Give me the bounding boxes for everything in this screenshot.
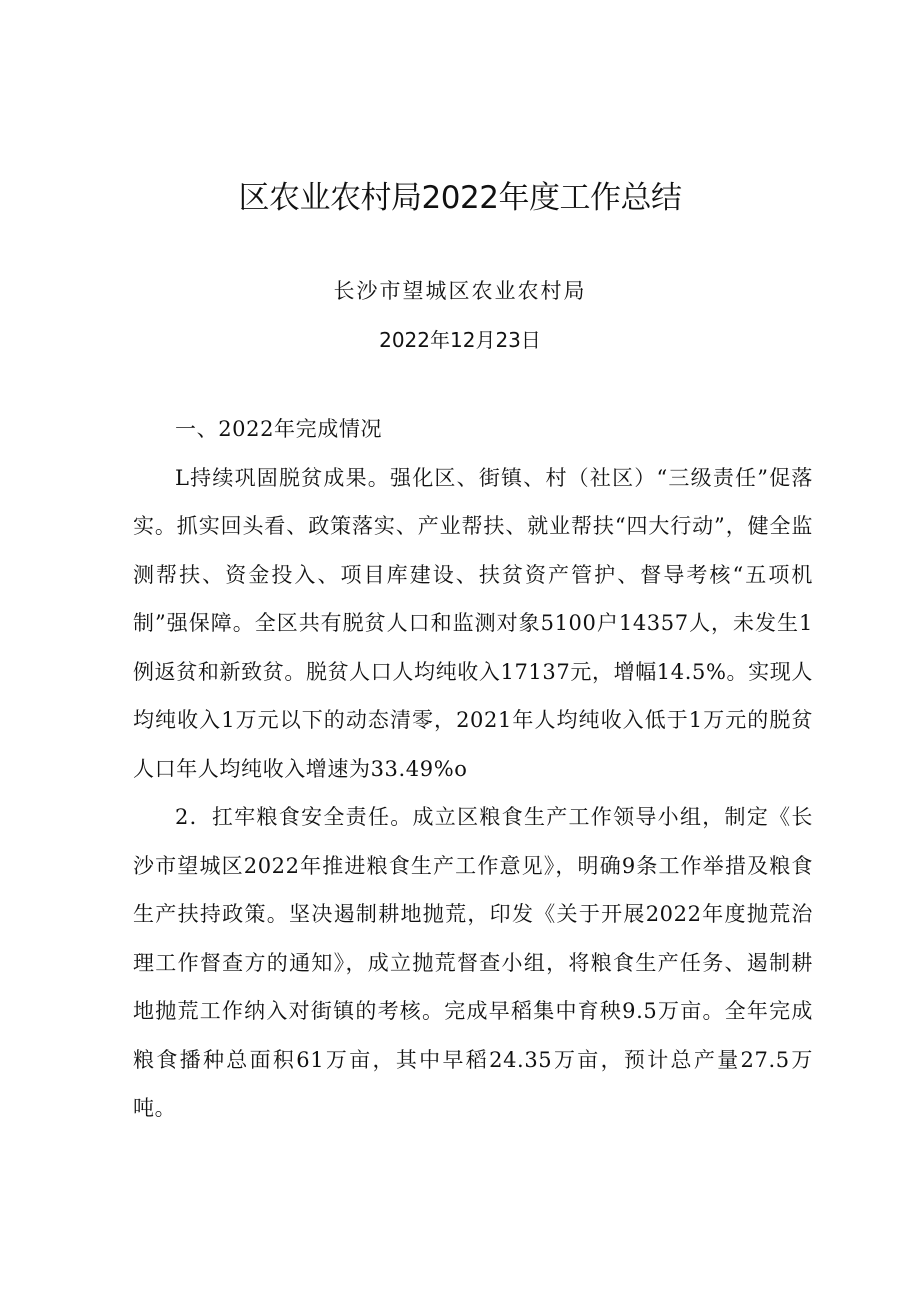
section-heading: 一、2022年完成情况 xyxy=(175,417,383,441)
document-date: 2022年12月23日 xyxy=(379,328,541,352)
document-body xyxy=(133,405,813,1133)
paragraph-poverty-alleviation: L持续巩固脱贫成果。强化区、街镇、村（社区）“三级责任”促落实。抓实回头看、政策落实、产业帮扶、就业帮扶“四大行动”，健全监测帮扶、资金投入、项目库建设、扶贫资产管护、督导考核“五项机制”强保障。全区共有脱贫人口和监测对象5100户14357人，未发生1例返贫和新致贫。脱贫人口人均纯收入17137元，增幅14.5%。实现人均纯收入1万元以下的动态清零，2021年人均纯收入低于1万元的脱贫人口年人均纯收入增速为33.49%o xyxy=(133,465,813,781)
document-title: 区农业农村局2022年度工作总结 xyxy=(238,180,682,216)
paragraph-food-security: 2．扛牢粮食安全责任。成立区粮食生产工作领导小组，制定《长沙市望城区2022年推进粮食生产工作意见》，明确9条工作举措及粮食生产扶持政策。坚决遏制耕地抛荒，印发《关于开展2022年度抛荒治理工作督查方的通知》，成立抛荒督查小组，将粮食生产任务、遏制耕地抛荒工作纳入对街镇的考核。完成早稻集中育秧9.5万亩。全年完成粮食播种总面积61万亩，其中早稻24.35万亩，预计总产量27.5万吨。 xyxy=(133,805,813,1120)
issuing-organization: 长沙市望城区农业农村局 xyxy=(333,279,587,303)
